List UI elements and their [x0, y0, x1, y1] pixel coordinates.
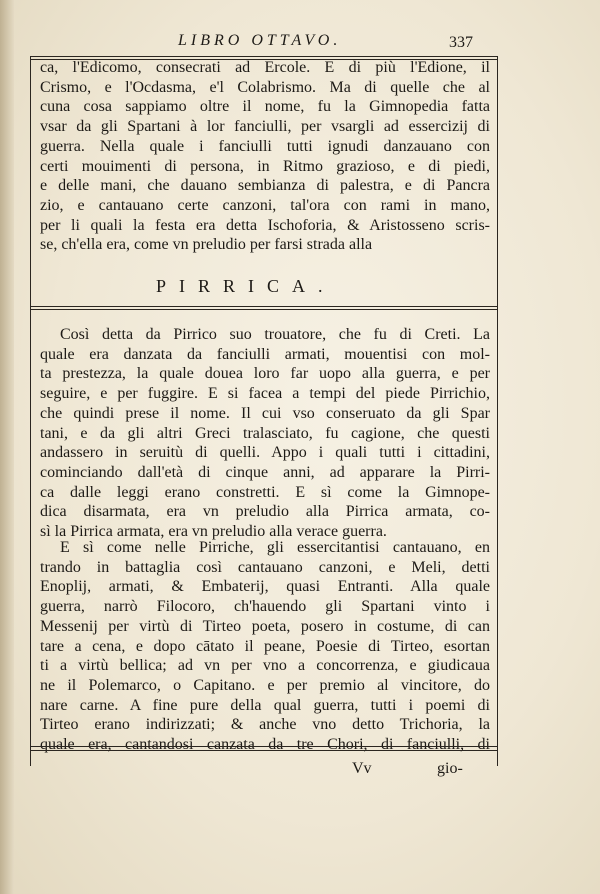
text-line: ta prestezza, la quale douea loro far uopo alla guerra, e per — [40, 365, 490, 383]
section-title: PIRRICA. — [156, 276, 336, 296]
section-rule — [30, 306, 498, 307]
text-line: sì la Pirrica armata, era vn preludio alla verace guerra. — [40, 523, 387, 541]
enoplij-paragraph — [40, 538, 490, 755]
intro-paragraph — [40, 58, 490, 255]
text-line: per li quali la festa era detta Ischoforia, & Aristosseno scris- — [40, 216, 490, 234]
text-line: andassero in seruitù di quelli. Appo i quali tutti i cittadini, — [40, 444, 490, 462]
text-line: e delle mani, che dauano sembianza di palestra, e di Pancra — [40, 177, 490, 195]
page-footer — [0, 760, 600, 780]
section-rule-inner — [30, 309, 498, 310]
text-line: tare a cena, e dopo cātato il peane, Poesie di Tirteo, esortan — [40, 637, 490, 655]
text-line: dica disarmata, era vn preludio alla Pirrica armata, co- — [40, 503, 490, 521]
text-line: ne il Polemarco, o Capitano. e per premio al vincitore, do — [40, 676, 490, 694]
pirrica-paragraph — [40, 325, 490, 542]
top-rule — [30, 56, 498, 57]
text-line: certi mouimenti di persona, in Ritmo grazioso, e di piedi, — [40, 157, 490, 175]
text-line: zio, e cantauano certe canzoni, tal'ora con rami in mano, — [40, 196, 490, 214]
running-head: LIBRO OTTAVO. — [178, 32, 342, 49]
text-line: E sì come nelle Pirriche, gli essercitantisi cantauano, en — [60, 539, 490, 556]
text-line: ca dalle leggi erano constretti. E sì come la Gimnope- — [40, 483, 490, 501]
text-line: che quindi prese il nome. Il cui vso conseruato da gli Spar — [40, 404, 490, 422]
text-line: Tirteo erano indirizzati; & anche vno detto Trichoria, la — [40, 716, 490, 734]
gathering-signature: Vv — [352, 760, 372, 777]
text-line: ti a virtù bellica; ad vn per vno a concorrenza, e giudicaua — [40, 657, 490, 675]
text-line: vsar da gli Spartani à lor fanciulli, per vsargli ad essercizij di — [40, 118, 490, 136]
text-line: tani, e da gli altri Greci tralasciato, fu cagione, che questi — [40, 424, 490, 442]
text-line: Crismo, e l'Ocdasma, e'l Colabrismo. Ma di quelle che al — [40, 78, 490, 96]
text-line: trando in battaglia così cantauano canzoni, e Meli, detti — [40, 558, 490, 576]
page-header — [0, 32, 600, 54]
text-line: nare carne. A fine pure della qual guerra, tutti i poemi di — [40, 696, 490, 714]
text-line: guerra, narrò Filocoro, ch'hauendo gli Spartani vinto i — [40, 598, 490, 616]
bottom-rule — [30, 746, 498, 747]
text-line: guerra. Nella quale i fanciulli tutti ignudi danzauano con — [40, 137, 490, 155]
bottom-rule-inner — [30, 750, 498, 751]
text-line: se, ch'ella era, come vn preludio per farsi strada alla — [40, 236, 373, 254]
text-line: quale era danzata da fanciulli armati, mouentisi con mol- — [40, 345, 490, 363]
text-line: Messenij per virtù di Tirteo poeta, posero in costume, di can — [40, 617, 490, 635]
page-number: 337 — [449, 34, 473, 51]
text-line: Enoplij, armati, & Embaterij, quasi Entranti. Alla quale — [40, 578, 490, 596]
text-line: quale era, cantandosi canzata da tre Chori, di fanciulli, di — [40, 736, 490, 754]
catchword: gio- — [437, 760, 463, 777]
text-line: Così detta da Pirrico suo trouatore, che fu di Creti. La — [60, 326, 490, 343]
text-line: cuna cosa sappiamo oltre il nome, fu la Gimnopedia fatta — [40, 98, 490, 116]
text-line: seguire, e per fuggire. E si facea a tempi del piede Pirrichio, — [40, 385, 490, 403]
text-line: ca, l'Edicomo, consecrati ad Ercole. E di più l'Edione, il — [40, 59, 490, 76]
text-line: cominciando dall'età di cinque anni, ad apparare la Pirri- — [40, 463, 490, 481]
